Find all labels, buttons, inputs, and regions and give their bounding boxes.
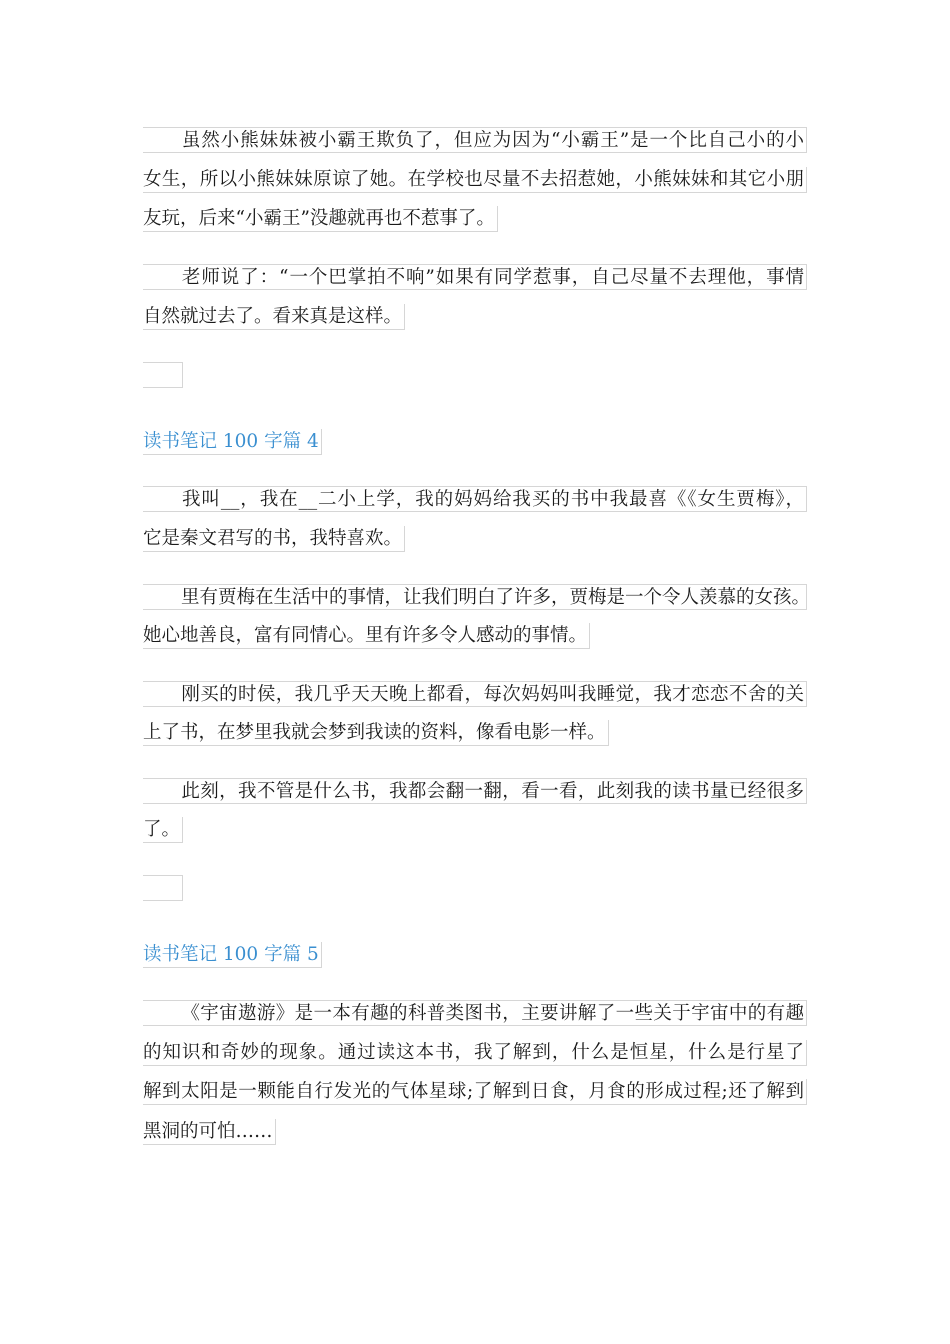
text-line: 此刻，我不管是什么书，我都会翻一翻，看一看，此刻我的读书量已经很多	[143, 778, 807, 804]
text-line: 解到太阳是一颗能自行发光的气体星球;了解到日食，月食的形成过程;还了解到	[143, 1079, 807, 1105]
text-line: 她心地善良，富有同情心。里有许多令人感动的事情。	[143, 623, 590, 649]
empty-paragraph-marker	[143, 362, 183, 388]
text-line: 友玩，后来“小霸王”没趣就再也不惹事了。	[143, 206, 498, 232]
empty-paragraph-marker	[143, 875, 183, 901]
text-line: 我叫__，我在__二小上学，我的妈妈给我买的书中我最喜《《女生贾梅》，	[143, 486, 807, 512]
text-line: 女生，所以小熊妹妹原谅了她。在学校也尽量不去招惹她，小熊妹妹和其它小朋	[143, 167, 807, 193]
text-line: 老师说了：“一个巴掌拍不响”如果有同学惹事，自己尽量不去理他，事情	[143, 264, 807, 290]
text-line: 里有贾梅在生活中的事情，让我们明白了许多，贾梅是一个令人羡慕的女孩。	[143, 584, 807, 610]
text-line: 刚买的时侯，我几乎天天晚上都看，每次妈妈叫我睡觉，我才恋恋不舍的关	[143, 681, 807, 707]
section-heading: 读书笔记 100 字篇 4	[143, 429, 322, 455]
section-heading: 读书笔记 100 字篇 5	[143, 942, 322, 968]
text-line: 自然就过去了。看来真是这样。	[143, 304, 405, 330]
text-line: 《宇宙遨游》是一本有趣的科普类图书，主要讲解了一些关于宇宙中的有趣	[143, 1000, 807, 1026]
text-line: 它是秦文君写的书，我特喜欢。	[143, 526, 405, 552]
text-line: 上了书，在梦里我就会梦到我读的资料，像看电影一样。	[143, 720, 609, 746]
text-line: 黑洞的可怕……	[143, 1119, 276, 1145]
text-line: 虽然小熊妹妹被小霸王欺负了，但应为因为“小霸王”是一个比自己小的小	[143, 127, 807, 153]
text-line: 了。	[143, 817, 183, 843]
text-line: 的知识和奇妙的现象。通过读这本书，我了解到，什么是恒星，什么是行星了	[143, 1040, 807, 1066]
